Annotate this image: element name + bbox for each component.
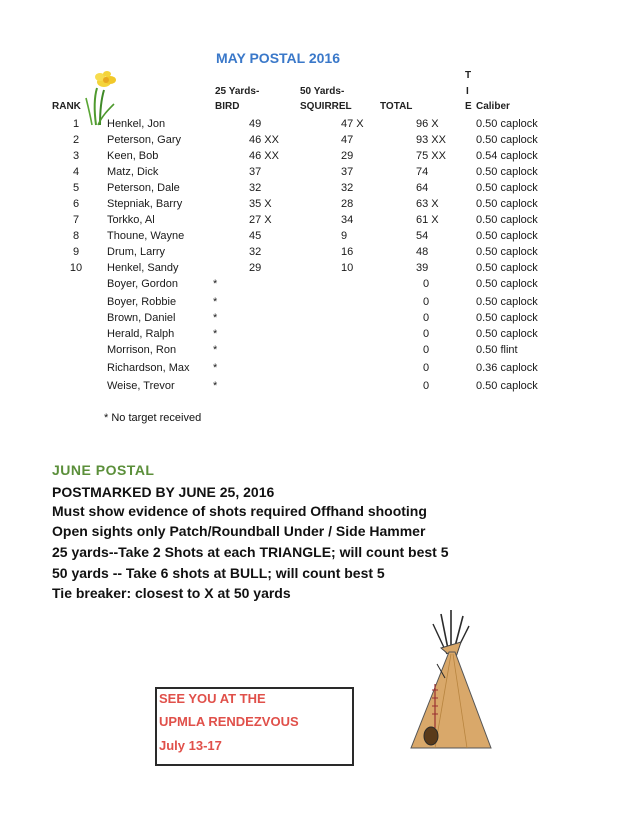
caliber-cell: 0.50 caplock xyxy=(476,166,538,178)
name-cell: Peterson, Dale xyxy=(107,182,180,194)
caliber-cell: 0.50 flint xyxy=(476,344,518,356)
caliber-cell: 0.50 caplock xyxy=(476,230,538,242)
name-cell: Morrison, Ron xyxy=(107,344,177,356)
table-row xyxy=(0,294,638,310)
bird-cell: 46 XX xyxy=(249,134,279,146)
bird-cell: 29 xyxy=(249,262,262,274)
table-row xyxy=(0,342,638,358)
squirrel-cell: 9 xyxy=(341,230,348,242)
table-row xyxy=(0,326,638,342)
caliber-cell: 0.50 caplock xyxy=(476,262,538,274)
total-cell: 0 xyxy=(423,344,430,356)
total-cell: 0 xyxy=(423,278,430,290)
squirrel-cell: 32 xyxy=(341,182,354,194)
squirrel-cell: 47 xyxy=(341,134,354,146)
header-tie-e: E xyxy=(465,101,472,112)
rank-cell: 1 xyxy=(72,118,80,130)
table-row xyxy=(0,196,638,212)
june-title: JUNE POSTAL xyxy=(52,462,155,478)
bird-cell: * xyxy=(213,362,218,374)
total-cell: 93 XX xyxy=(416,134,446,146)
total-cell: 54 xyxy=(416,230,429,242)
header-tie-i: I xyxy=(466,86,469,97)
bird-cell: 32 xyxy=(249,182,262,194)
header-tie-t: T xyxy=(465,70,472,81)
caliber-cell: 0.50 caplock xyxy=(476,328,538,340)
rank-cell: 3 xyxy=(72,150,80,162)
caliber-cell: 0.54 caplock xyxy=(476,150,538,162)
table-row xyxy=(0,244,638,260)
name-cell: Boyer, Gordon xyxy=(107,278,178,290)
name-cell: Stepniak, Barry xyxy=(107,198,183,210)
rank-cell: 2 xyxy=(72,134,80,146)
bird-cell: * xyxy=(213,296,218,308)
header-caliber: Caliber xyxy=(476,101,510,112)
total-cell: 0 xyxy=(423,328,430,340)
bird-cell: 32 xyxy=(249,246,262,258)
total-cell: 64 xyxy=(416,182,429,194)
name-cell: Henkel, Jon xyxy=(107,118,166,130)
bird-cell: * xyxy=(213,328,218,340)
name-cell: Torkko, Al xyxy=(107,214,155,226)
name-cell: Henkel, Sandy xyxy=(107,262,179,274)
total-cell: 0 xyxy=(423,296,430,308)
bird-cell: * xyxy=(213,344,218,356)
june-line: 50 yards -- Take 6 shots at BULL; will count best 5 xyxy=(52,565,385,581)
bird-cell: 46 XX xyxy=(249,150,279,162)
table-row xyxy=(0,378,638,394)
total-cell: 48 xyxy=(416,246,429,258)
header-squirrel-line1: 50 Yards- xyxy=(300,86,345,97)
name-cell: Weise, Trevor xyxy=(107,380,175,392)
rendezvous-line: July 13-17 xyxy=(159,738,222,753)
name-cell: Herald, Ralph xyxy=(107,328,175,340)
bird-cell: * xyxy=(213,312,218,324)
page-title: MAY POSTAL 2016 xyxy=(216,50,340,66)
header-bird-line1: 25 Yards- xyxy=(215,86,260,97)
caliber-cell: 0.50 caplock xyxy=(476,134,538,146)
squirrel-cell: 37 xyxy=(341,166,354,178)
table-row xyxy=(0,260,638,276)
table-row xyxy=(0,164,638,180)
total-cell: 61 X xyxy=(416,214,439,226)
table-row xyxy=(0,276,638,292)
caliber-cell: 0.50 caplock xyxy=(476,296,538,308)
table-row xyxy=(0,360,638,376)
total-cell: 75 XX xyxy=(416,150,446,162)
caliber-cell: 0.50 caplock xyxy=(476,182,538,194)
bird-cell: 35 X xyxy=(249,198,272,210)
caliber-cell: 0.50 caplock xyxy=(476,380,538,392)
rendezvous-line: SEE YOU AT THE xyxy=(159,691,266,706)
june-line: Tie breaker: closest to X at 50 yards xyxy=(52,585,291,601)
squirrel-cell: 29 xyxy=(341,150,354,162)
squirrel-cell: 16 xyxy=(341,246,354,258)
caliber-cell: 0.50 caplock xyxy=(476,246,538,258)
header-squirrel-line2: SQUIRREL xyxy=(300,101,352,112)
rank-cell: 5 xyxy=(72,182,80,194)
june-line: 25 yards--Take 2 Shots at each TRIANGLE; will count best 5 xyxy=(52,544,449,560)
table-row xyxy=(0,228,638,244)
bird-cell: * xyxy=(213,278,218,290)
squirrel-cell: 34 xyxy=(341,214,354,226)
rank-cell: 9 xyxy=(72,246,80,258)
table-row xyxy=(0,180,638,196)
caliber-cell: 0.50 caplock xyxy=(476,214,538,226)
rank-cell: 4 xyxy=(72,166,80,178)
caliber-cell: 0.50 caplock xyxy=(476,118,538,130)
june-line: POSTMARKED BY JUNE 25, 2016 xyxy=(52,484,275,500)
name-cell: Thoune, Wayne xyxy=(107,230,185,242)
caliber-cell: 0.50 caplock xyxy=(476,278,538,290)
total-cell: 96 X xyxy=(416,118,439,130)
header-total: TOTAL xyxy=(380,101,413,112)
name-cell: Keen, Bob xyxy=(107,150,159,162)
total-cell: 0 xyxy=(423,312,430,324)
name-cell: Matz, Dick xyxy=(107,166,159,178)
rank-cell: 10 xyxy=(69,262,83,274)
bird-cell: 45 xyxy=(249,230,262,242)
name-cell: Richardson, Max xyxy=(107,362,190,374)
june-line: Open sights only Patch/Roundball Under / Side Hammer xyxy=(52,523,426,539)
total-cell: 39 xyxy=(416,262,429,274)
june-line: Must show evidence of shots required Offhand shooting xyxy=(52,503,427,519)
total-cell: 0 xyxy=(423,362,430,374)
name-cell: Peterson, Gary xyxy=(107,134,181,146)
rank-cell: 7 xyxy=(72,214,80,226)
squirrel-cell: 47 X xyxy=(341,118,364,130)
table-row xyxy=(0,310,638,326)
total-cell: 74 xyxy=(416,166,429,178)
name-cell: Drum, Larry xyxy=(107,246,166,258)
table-row xyxy=(0,212,638,228)
footnote: * No target received xyxy=(104,412,202,424)
bird-cell: 49 xyxy=(249,118,262,130)
teepee-icon xyxy=(405,608,495,758)
caliber-cell: 0.50 caplock xyxy=(476,198,538,210)
caliber-cell: 0.50 caplock xyxy=(476,312,538,324)
bird-cell: * xyxy=(213,380,218,392)
rank-cell: 6 xyxy=(72,198,80,210)
header-bird-line2: BIRD xyxy=(215,101,240,112)
rendezvous-line: UPMLA RENDEZVOUS xyxy=(159,714,299,729)
header-rank: RANK xyxy=(52,101,81,112)
bird-cell: 27 X xyxy=(249,214,272,226)
rank-cell: 8 xyxy=(72,230,80,242)
squirrel-cell: 10 xyxy=(341,262,354,274)
total-cell: 63 X xyxy=(416,198,439,210)
name-cell: Brown, Daniel xyxy=(107,312,176,324)
table-row xyxy=(0,116,638,132)
table-row xyxy=(0,132,638,148)
table-row xyxy=(0,148,638,164)
name-cell: Boyer, Robbie xyxy=(107,296,177,308)
caliber-cell: 0.36 caplock xyxy=(476,362,538,374)
total-cell: 0 xyxy=(423,380,430,392)
squirrel-cell: 28 xyxy=(341,198,354,210)
bird-cell: 37 xyxy=(249,166,262,178)
